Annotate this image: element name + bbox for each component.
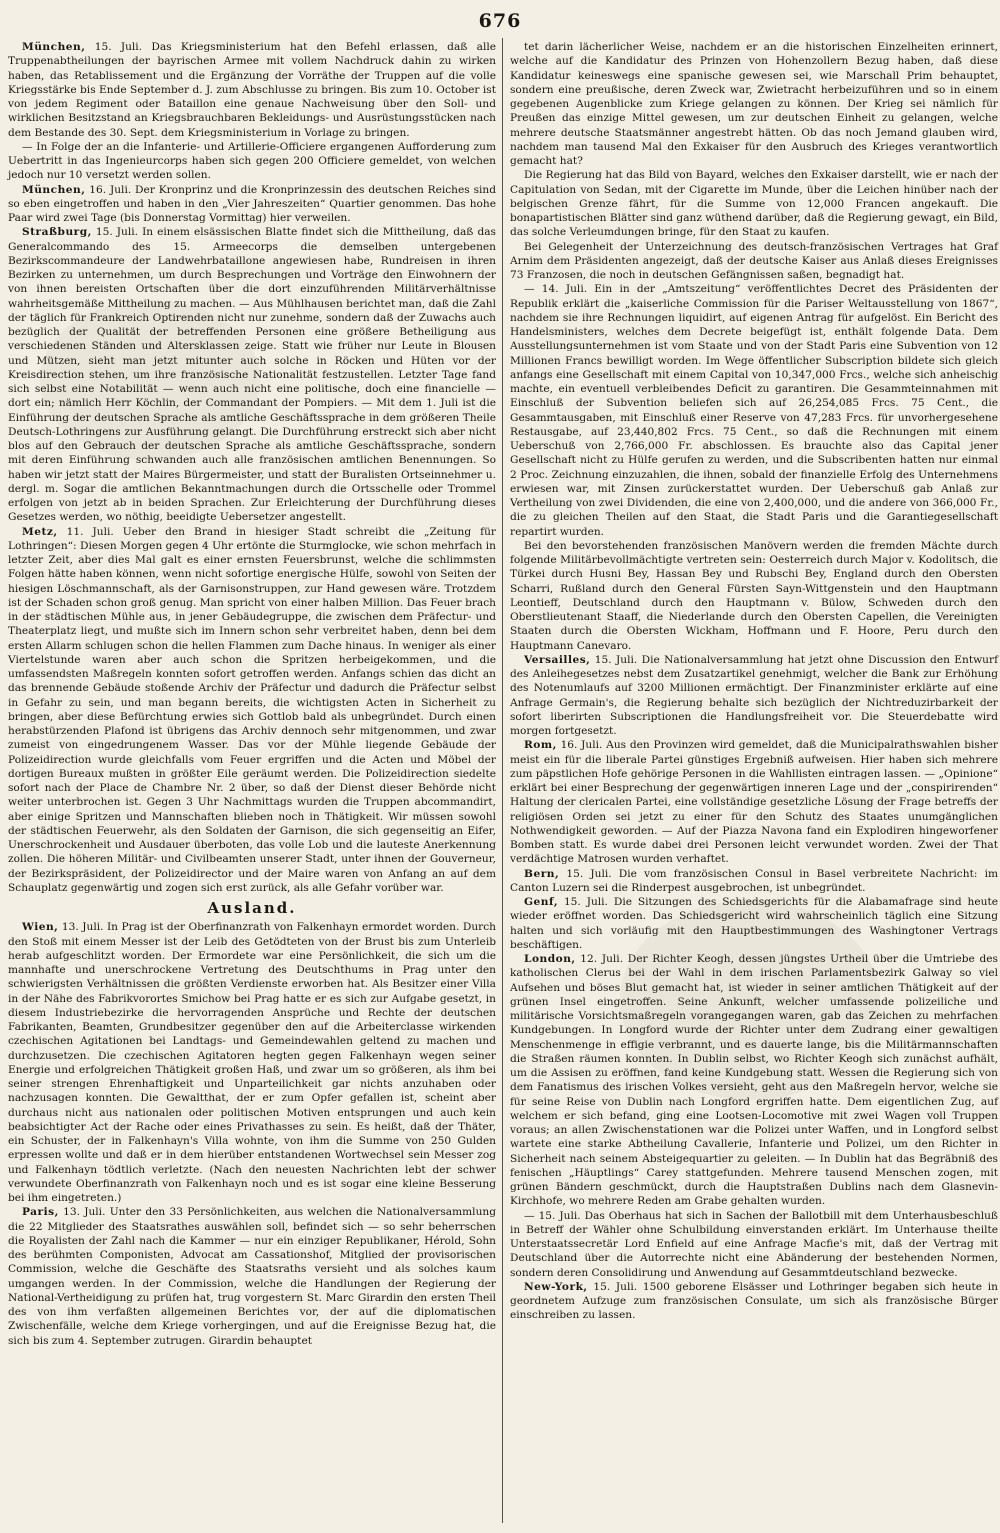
article-paragraph — [510, 867, 998, 896]
article-paragraph — [8, 225, 496, 524]
article-paragraph — [510, 738, 998, 866]
article-text: — 14. Juli. Ein in der „Amtszeitung“ veröffentlichtes Decret des Präsidenten der Republik erklärt die „kaiserliche Commission für die Pariser Weltausstellung von 1867“, nachdem sie ihre Rechnungen liquidirt, auf eigenen Antrag für aufgelöst. Ein Bericht des Handelsministers, welches dem Decrete beigefügt ist, enthält folgende Data. Dem Ausstellungsunternehmen ist vom Staate und von der Stadt Paris eine Subvention von 12 Millionen Francs bewilligt worden. Im Wege öffentlicher Subscription bildete sich gleich anfangs eine Gesellschaft mit einem Capital von 10,347,000 Frcs., welche sich anheischig machte, ein eventuell verbleibendes Deficit zu garantiren. Die Gesammteinnahmen mit Einschluß der Subvention beliefen sich auf 26,254,085 Frcs. 75 Cent., die Gesammtausgaben, mit Einschluß einer Reserve von 47,283 Frcs. für unvorhergesehene Restausgabe, auf 23,440,802 Frcs. 75 Cent., so daß die Rechnungen mit einem Ueberschuß von 2,766,000 Fr. abschlossen. Es brauchte also das Capital jener Gesellschaft nicht zu Hülfe gerufen zu werden, und die Subscribenten hatten nur einmal 2 Proc. Zeichnung einzuzahlen, die ihnen, sobald der finanzielle Erfolg des Unternehmens erwiesen war, mit Zinsen zurückerstattet wurden. Der Ueberschuß gab Anlaß zur Vertheilung von zwei Dividenden, die eine von 2,400,000, und die andere von 366,000 Fr., die zu gleichen Theilen auf den Staat, die Stadt Paris und die Garantiegesellschaft repartirt wurden. — [510, 283, 998, 538]
article-paragraph — [510, 240, 998, 283]
article-paragraph — [8, 140, 496, 183]
article-paragraph — [510, 952, 998, 1209]
column-divider — [502, 38, 503, 1523]
article-dateline: München, — [22, 183, 86, 196]
article-text: tet darin lächerlicher Weise, nachdem er an die historischen Einzelheiten erinnert, welche auf die Kandidatur des Prinzen von Hohenzollern Bezug haben, daß diese Kandidatur keineswegs eine spanische gewesen sei, wie Marschall Prim behauptet, sondern eine preußische, deren Zweck war, Zwietracht herbeizuführen und so in einem gegebenen Augenblicke zum Kriege gelangen zu können. Der Krieg sei nämlich für Preußen das einzige Mittel gewesen, um zur deutschen Einheit zu gelangen, welche mehrere deutsche Staatsmänner angestrebt hätten. Ob das noch Jemand glauben wird, nachdem man tausend Mal den Exkaiser für den Ausbruch des Krieges verantwortlich gemacht hat? — [510, 41, 998, 167]
section-heading: Ausland. — [207, 899, 297, 917]
article-dateline: Wien, — [22, 921, 59, 934]
article-dateline: Paris, — [22, 1206, 59, 1219]
article-paragraph — [510, 1209, 998, 1280]
article-paragraph — [8, 1205, 496, 1348]
article-dateline: Straßburg, — [22, 226, 92, 239]
article-text: 16. Juli. Aus den Provinzen wird gemeldet, daß die Municipalrathswahlen bisher meist ein für die liberale Partei günstiges Ergebniß aufweisen. Hier haben sich mehrere zum päpstlichen Hofe gehörige Personen in die Wahllisten eintragen lassen. — „Opinione“ erklärt bei einer Besprechung der gegenwärtigen inneren Lage und der „conspirirenden“ Haltung der clericalen Partei, eine vollständige gesetzliche Lösung der Frage betreffs der religiösen Orden sei jetzt zu einer für den Schutz des Staates unumgänglichen Nothwendigkeit geworden. — Auf der Piazza Navona fand ein Explodiren hingeworfener Bomben statt. Es wurde dabei drei Personen leicht verwundet worden. Zwei der That verdächtige Matrosen wurden verhaftet. — [510, 739, 998, 866]
article-text: 15. Juli. Die Nationalversammlung hat jetzt ohne Discussion den Entwurf des Anleihegesetzes nebst dem Zusatzartikel genehmigt, welcher die Bank zur Erhöhung des Notenumlaufs auf 3200 Millionen ermächtigt. Der Finanzminister erklärte auf eine Anfrage Germain's, die Regierung behalte sich bezüglich der Nichtreduzirbarkeit der sofort liberirten Subscriptionen die Handlungsfreiheit vor. Die Steuerdebatte wird morgen fortgesetzt. — [510, 653, 998, 737]
article-paragraph — [510, 1280, 998, 1323]
left-column — [8, 40, 496, 1348]
article-text: — 15. Juli. Das Oberhaus hat sich in Sachen der Ballotbill mit dem Unterhausbeschluß in Betreff der Wähler ohne Schulbildung einverstanden erklärt. Im Unterhause theilte Unterstaatssecretär Lord Enfield auf eine Anfrage Macfie's mit, daß der Vertrag mit Deutschland über die Autorrechte nicht eine Abänderung der bestehenden Normen, sondern deren Consolidirung und Anwendung auf Gesammtdeutschland bezwecke. — [510, 1209, 998, 1279]
article-text: 13. Juli. In Prag ist der Oberfinanzrath von Falkenhayn ermordet worden. Durch den Stoß mit einem Messer ist der Leib des Getödteten von der Brust bis zum Unterleib herab aufgeschlitzt worden. Der Ermordete war eine Persönlichkeit, die sich um die mannhafte und unerschrockene Vertretung des Deutschthums in Prag unter den schwierigsten Verhältnissen die größten Verdienste erworben hat. Als Besitzer einer Villa in der Nähe des Fabrikvorortes Smichow bei Prag hatte er es sich zur Aufgabe gesetzt, in diesem Industriebezirke die hervorragenden Ansprüche und Rechte der deutschen Fabrikanten, Beamten, Grundbesitzer gegenüber den auf die Arbeiterclasse wirkenden czechischen Agitationen bei Landtags- und Gemeindewahlen geltend zu machen und durchzusetzen. Die czechischen Agitatoren hegten gegen Falkenhayn wegen seiner Energie und erfolgreichen Thätigkeit großen Haß, und zwar um so größeren, als ihm bei seiner strengen Ehrenhaftigkeit und Unparteilichkeit gar nichts anzuhaben oder nachzusagen konnten. Die Gewaltthat, der er zum Opfer gefallen ist, scheint aber durchaus nicht aus nationalen oder politischen Motiven entsprungen und auch kein beabsichtigter Act der Rache oder eines Privathasses zu sein. Es heißt, daß der Thäter, ein Schuster, der in Falkenhayn's Villa wohnte, von ihm die Summe von 250 Gulden erpressen wollte und daß er in dem hierüber entstandenen Wortwechsel sein Messer zog und Falkenhayn tödtlich verletzte. (Nach den neuesten Nachrichten lebt der schwer verwundete Oberfinanzrath von Falkenhayn noch und es ist sogar eine kleine Besserung bei ihm eingetreten.) — [8, 921, 496, 1204]
article-text: Bei den bevorstehenden französischen Manövern werden die fremden Mächte durch folgende Militärbevollmächtigte vertreten sein: Oesterreich durch Major v. Kodolitsch, die Türkei durch Husni Bey, Hassan Bey und Rubschi Bey, England durch den Obersten Scharri, Rußland durch den General Fürsten Sayn-Wittgenstein und den Hauptmann Leontieff, Deutschland durch den Hauptmann v. Bülow, Schweden durch den Oberstlieutenant Staaff, die Niederlande durch den Obersten Capellen, die Vereinigten Staaten durch die Obersten Wickham, Hoffmann und F. Hoore, Peru durch den Hauptmann Canevaro. — [510, 539, 998, 652]
article-dateline: München, — [22, 41, 86, 53]
article-text: — In Folge der an die Infanterie- und Artillerie-Officiere ergangenen Aufforderung zum Uebertritt in das Ingenieurcorps haben sich gegen 200 Officiere gemeldet, von welchen jedoch nur 10 versetzt werden sollen. — [8, 140, 496, 182]
article-dateline: New-York, — [524, 1280, 588, 1293]
article-paragraph — [8, 920, 496, 1205]
article-paragraph — [510, 282, 998, 539]
article-text: 15. Juli. 1500 geborene Elsässer und Lothringer begaben sich heute in geordnetem Aufzuge zum französischen Consulate, um sich als französische Bürger einschreiben zu lassen. — [510, 1280, 998, 1322]
article-paragraph — [510, 539, 998, 653]
article-text: 15. Juli. Die vom französischen Consul in Basel verbreitete Nachricht: im Canton Luzern sei die Rinderpest ausgebrochen, ist unbegründet. — [510, 867, 999, 894]
article-text: Bei Gelegenheit der Unterzeichnung des deutsch-französischen Vertrages hat Graf Arnim dem Präsidenten angezeigt, daß der deutsche Kaiser aus Anlaß dieses Ereignisses 73 Franzosen, die noch in deutschen Gefängnissen saßen, begnadigt hat. — [510, 240, 998, 281]
article-paragraph — [510, 653, 998, 739]
article-text: 15. Juli. In einem elsässischen Blatte findet sich die Mittheilung, daß das Generalcommando des 15. Armeecorps die demselben untergebenen Bezirkscommandeure der Landwehrbataillone angewiesen habe, Rundreisen in ihren Bezirken zu unternehmen, um durch Besprechungen und Vorträge den Einwohnern der von ihnen bereisten Ortschaften über die dort einzuführenden Militärverhältnisse wahrheitsgemäße Mittheilung zu machen. — Aus Mühlhausen berichtet man, daß die Zahl der täglich für Frankreich Optirenden nicht nur zunehme, sondern daß der Zuwachs auch bezüglich der Qualität der betreffenden Personen eine größere Betheiligung aus verschiedenen Ständen und Altersklassen zeige. Statt wie früher nur Leute in Blousen und Mützen, sieht man jetzt mitunter auch solche in Röcken und Hüten vor der Kreisdirection stehen, um ihre französische Nationalität festzustellen. Letzter Tage fand sich selbst eine Notabilität — wenn auch nicht eine politische, doch eine financielle — dort ein; nämlich Herr Köchlin, der Commandant der Pompiers. — Mit dem 1. Juli ist die Einführung der deutschen Sprache als amtliche Geschäftssprache in dem größeren Theile Deutsch-Lothringens zur Ausführung gelangt. Die Durchführung erstreckt sich aber nicht blos auf den Gebrauch der deutschen Sprache als amtliche Geschäftssprache, sondern mit deren Einführung schwanden auch alle französischen amtlichen Benennungen. So haben wir jetzt statt der Maires Bürgermeister, und statt der Buralisten Ortseinnehmer u. dergl. m. Sogar die amtlichen Bekanntmachungen durch die Ortsschelle oder Trommel erfolgen von jetzt ab in beiden Sprachen. Zur Erleichterung der Durchführung dieses Gesetzes werden, wo nöthig, beeidigte Uebersetzer angestellt. — [8, 226, 496, 524]
article-text: 12. Juli. Der Richter Keogh, dessen jüngstes Urtheil über die Umtriebe des katholischen Clerus bei der Wahl in dem irischen Parlamentsbezirk Galway so viel Aufsehen und böses Blut gemacht hat, ist wieder in seiner amtlichen Thätigkeit auf der grünen Insel eingetroffen. Seine Ankunft, welcher umfassende polizeiliche und militärische Vorsichtsmaßregeln vorangegangen waren, gab das Zeichen zu mehrfachen Kundgebungen. In Longford wurde der Richter unter dem Zudrang einer gewaltigen Menschenmenge in effigie verbrannt, und es dauerte lange, bis die Militärmannschaften die Straßen räumen konnten. In Dublin selbst, wo Richter Keogh sich zunächst aufhält, um die Assisen zu eröffnen, fand keine Kundgebung statt. Wessen die Regierung sich von dem Fanatismus des irischen Volkes versieht, geht aus den Maßregeln hervor, welche sie für seine Reise von Dublin nach Longford ergriffen hatte. Dem eigentlichen Zug, auf welchem er sich befand, ging eine Lootsen-Locomotive mit zwei Wagen voll Truppen voraus; an allen Zwischenstationen war die Polizei unter Waffen, und in Longford selbst wartete eine starke Abtheilung Cavallerie, Infanterie und Polizei, um den Richter in Sicherheit nach seinem Absteigequartier zu geleiten. — In Dublin hat das Begräbniß des fenischen „Häuptlings“ Carey stattgefunden. Mehrere tausend Menschen zogen, mit grünen Bändern geschmückt, durch die Hauptstraßen Dublins nach dem Glasnevin-Kirchhofe, wo mehrere Reden am Grabe gehalten wurden. — [510, 953, 998, 1208]
page-number: 676 — [478, 10, 522, 32]
article-dateline: London, — [524, 953, 576, 965]
article-text: 13. Juli. Unter den 33 Persönlichkeiten, aus welchen die Nationalversammlung die 22 Mitglieder des Staatsrathes auswählen soll, befindet sich — so sehr beherrschen die Royalisten der Zahl nach die Kammer — nur ein einziger Republikaner, Hérold, Sohn des berühmten Componisten, Advocat am Cassationshof, Mitglied der provisorischen Commission, welche die Geschäfte des Staatsraths versieht und als solches kaum umgangen werden. In der Commission, welche die Handlungen der Regierung der National-Vertheidigung zu prüfen hat, trug vorgestern St. Marc Girardin den ersten Theil des von ihm verfaßten allgemeinen Berichtes vor, der auf die diplomatischen Zwischenfälle, welche dem Kriege vorhergingen, und auf die Ereignisse Bezug hat, die sich bis zum 4. September zutrugen. Girardin behauptet — [8, 1206, 496, 1347]
article-paragraph — [510, 40, 998, 168]
article-dateline: Rom, — [524, 739, 557, 752]
right-column — [510, 40, 998, 1323]
article-paragraph — [510, 168, 998, 239]
article-text: 11. Juli. Ueber den Brand in hiesiger Stadt schreibt die „Zeitung für Lothringen“: Diesen Morgen gegen 4 Uhr ertönte die Sturmglocke, wie schon mehrfach in letzter Zeit, aber dies Mal galt es einer ernsten Feuersbrunst, welche die schlimmsten Folgen hätte haben können, wenn nicht sofortige energische Hülfe, sowohl von Seiten der hiesigen Löschmannschaft, als der Garnisonstruppen, zur Hand gewesen wäre. Trotzdem ist der Schaden schon groß genug. Man spricht von einer halben Million. Das Feuer brach in der städtischen Mühle aus, in jener Gebäudegruppe, die zwischen dem Präfectur- und Theaterplatz liegt, und mußte sich im Innern schon sehr verbreitet haben, denn bei dem ersten Allarm schlugen schon die hellen Flammen zum Dache hinaus. In weniger als einer Viertelstunde waren aber auch schon die Spritzen herbeigekommen, und die umfassendsten Maßregeln konnten sofort getroffen werden. Anfangs schien das dicht an das brennende Gebäude stoßende Archiv der Präfectur und dadurch die Präfectur selbst in Gefahr zu sein, und man begann bereits, die wichtigsten Acten in Sicherheit zu bringen, aber diese Befürchtung erwies sich Gottlob bald als unbegründet. Durch einen herabstürzenden Plafond ist übrigens das Archiv dennoch sehr mitgenommen, und zwar zumeist von eingedrungenem Wasser. Das vor der Mühle liegende Gebäude der Polizeidirection wurde gleichfalls vom Feuer ergriffen und die Acten und Möbel der dortigen Bureaux mußten in größter Eile geräumt werden. Die Polizeidirection siedelte sofort nach der Place de Chambre Nr. 2 über, so daß der Dienst dieser Behörde nicht weiter unterbrochen ist. Gegen 3 Uhr Nachmittags wurden die Truppen abcommandirt, aber einige Spritzen und Mannschaften blieben noch in Thätigkeit. Wir müssen sowohl der städtischen Feuerwehr, als den Soldaten der Garnison, die sich gegenseitig an Eifer, Unerschrockenheit und Ausdauer überboten, das volle Lob und die lauteste Anerkennung zollen. Die höheren Militär- und Civilbeamten unserer Stadt, unter ihnen der Gouverneur, der Bezirkspräsident, der Polizeidirector und der Maire waren von Anfang an auf dem Schauplatz gegenwärtig und zogen sich erst zurück, als alle Gefahr vorüber war. — [8, 525, 496, 894]
article-dateline: Bern, — [524, 867, 560, 880]
article-dateline: Versailles, — [524, 653, 591, 666]
article-paragraph — [8, 40, 496, 140]
article-text: Die Regierung hat das Bild von Bayard, welches den Exkaiser darstellt, wie er nach der Capitulation von Sedan, mit der Cigarette im Munde, über die Leichen hinüber nach der belgischen Grenze fährt, für die Summe von 12,000 Francen angekauft. Die bonapartistischen Blätter sind ganz wüthend darüber, daß die Regierung gewagt, ein Bild, das solche Verleumdungen bringe, für den Staat zu kaufen. — [510, 169, 998, 239]
article-text: 16. Juli. Der Kronprinz und die Kronprinzessin des deutschen Reiches sind so eben eingetroffen und haben in den „Vier Jahreszeiten“ Quartier genommen. Das hohe Paar wird zwei Tage (bis Donnerstag Vormittag) hier verweilen. — [8, 183, 496, 224]
article-paragraph — [8, 525, 496, 896]
article-paragraph — [8, 183, 496, 226]
article-dateline: Genf, — [524, 896, 559, 908]
article-dateline: Metz, — [22, 525, 58, 538]
article-text: 15. Juli. Die Sitzungen des Schiedsgerichts für die Alabamafrage sind heute wieder eröffnet worden. Das Schiedsgericht wird wahrscheinlich täglich eine Sitzung halten und sich vorläufig mit den Hauptbestimmungen des Washingtoner Vertrags beschäftigen. — [510, 896, 998, 951]
article-text: 15. Juli. Das Kriegsministerium hat den Befehl erlassen, daß alle Truppenabtheilungen der bayrischen Armee mit vollem Nachdruck dahin zu wirken haben, das Retablissement und die Ergänzung der Vorräthe der Truppen auf die volle Kriegsstärke bis Ende September d. J. zum Abschlusse zu bringen. Bis zum 10. October ist von jedem Regiment oder Bataillon eine genaue Nachweisung über den Soll- und wirklichen Besitzstand an Kriegsbrauchbaren Bekleidungs- und Ausrüstungsstücken nach dem Bestande des 30. Sept. dem Kriegsministerium in Vorlage zu bringen. — [8, 41, 496, 139]
article-paragraph — [510, 895, 998, 952]
